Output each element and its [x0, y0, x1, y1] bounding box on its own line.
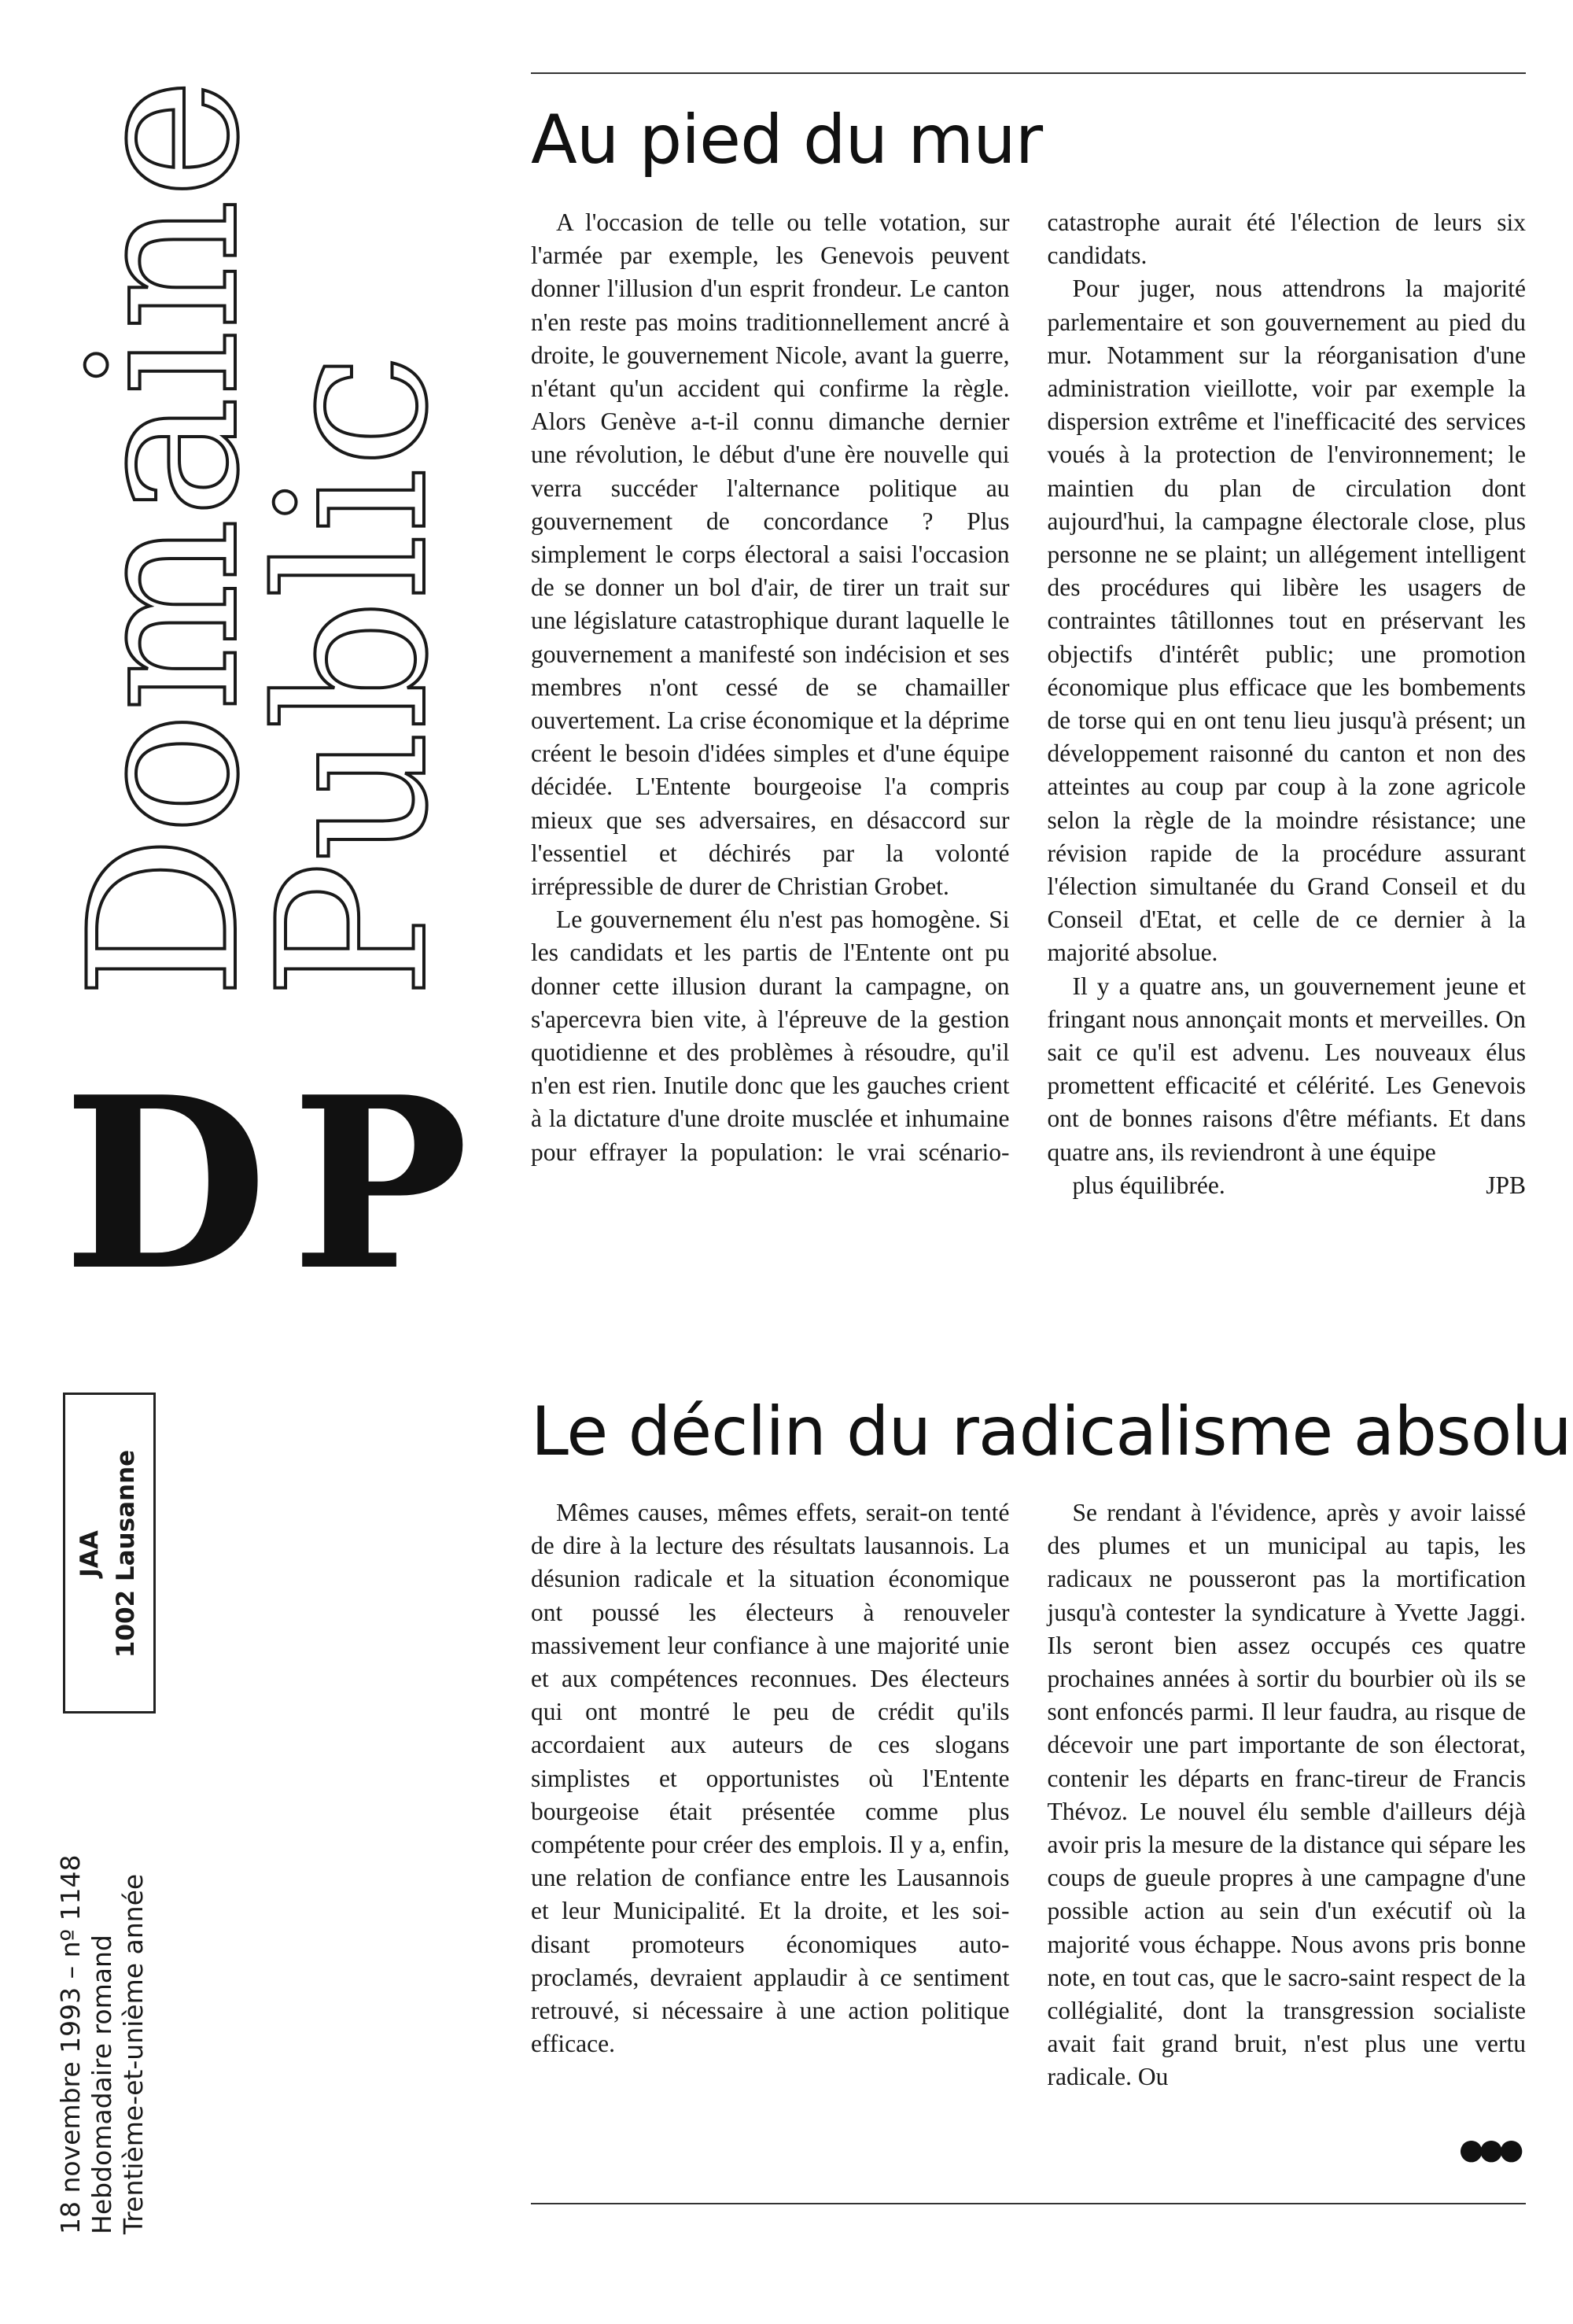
article1-signature: JPB: [1486, 1171, 1526, 1199]
article1-body: [531, 206, 1526, 1356]
masthead-initials: DP: [63, 1045, 492, 1322]
issue-frequency: Hebdomadaire romand: [87, 1935, 117, 2234]
issue-info: [55, 1794, 149, 2234]
continuation-marker: ●●●: [1459, 2134, 1520, 2166]
postal-city: 1002 Lausanne: [112, 1449, 140, 1658]
article1-closing-line: [1048, 1169, 1527, 1202]
article1-paragraph: Il y a quatre ans, un gouvernement jeune et fringant nous annonçait monts et merveilles. On sait ce qu'il est advenu. Les nouveaux élus promettent efficacité et célérité. Les Genevois ont de bonnes raisons d'être méfiants. Et dans quatre ans, ils reviendront à une équipe: [1047, 972, 1526, 1166]
article1-paragraph: A l'occasion de telle ou telle votation, sur l'armée par exemple, les Genevois peuvent donner l'illusion d'un esprit frondeur. Le canton n'en reste pas moins traditionnellement ancré à droite, le gouvernement Nicole, avant la guerre, n'étant qu'un accident qui confirme la règle. Alors Genève a-t-il connu dimanche dernier une révolution, le début d'une ère nouvelle qui verra succéder l'alternance politique au gouvernement de concordance ? Plus simplement le corps électoral a saisi l'occasion de se donner un bol d'air, de tirer un trait sur une législature catastrophique durant laquelle le gouvernement a manifesté son indécision et ses membres n'ont cessé de se chamailler ouvertement. La crise économique et la déprime créent le besoin d'idées simples et d'une équipe décidée. L'Entente bourgeoise l'a compris mieux que ses adversaires, en désaccord sur l'essentiel et déchirés par la volonté irrépressible de durer de Christian Grobet.: [531, 208, 1010, 901]
article2-body: [531, 1496, 1526, 2173]
issue-date-number: 18 novembre 1993 – nº 1148: [55, 1854, 86, 2234]
postal-address-box: [63, 1393, 156, 1713]
masthead-title-domaine: Domaine: [46, 77, 284, 999]
top-divider: [531, 72, 1526, 74]
article2-headline: Le déclin du radicalisme absolu: [531, 1393, 1571, 1471]
article1-headline: Au pied du mur: [531, 101, 1043, 179]
postal-code-jaa: JAA: [76, 1530, 104, 1577]
article1-last-line: plus équilibrée.: [1072, 1171, 1225, 1199]
bottom-divider: [531, 2203, 1526, 2204]
article2-paragraph: Se rendant à l'évidence, après y avoir laissé des plumes et un municipal au tapis, les radicaux ne pousseront pas la mortification jusqu'à contester la syndicature à Yvette Jaggi. Ils seront bien assez occupés ces quatre prochaines années à sortir du bourbier où ils se sont enfoncés parmi. Il leur faudra, au risque de décevoir une part importante de son électorat, contenir les départs en franc-tireur de Francis Thévoz. Le nouvel élu semble d'ailleurs déjà avoir pris la mesure de la distance qui sépare les coups de gueule propres à une campagne d'une possible action au sein d'un exécutif où la majorité vous échappe. Nous avons pris bonne note, en tout cas, que le sacro-saint respect de la collégialité, dont la transgression socialiste avait fait grand bruit, n'est plus une vertu radicale. Ou: [1047, 1499, 1526, 2091]
article1-paragraph: Le gouvernement élu n'est pas homogène. Si les candidats et les partis de l'Entente ont pu donner cette illusion durant la campagne, on s'apercevra bien vite, à l'épreuve de la gestion quotidienne et des problèmes à résoudre, qu'il n'en est rien. Inutile donc que les gauches crient à la dictature d'une droite musclée et inhumaine pour effrayer la population: le vrai scénario-catastrophe aurait été l'élection de leurs six candidats.: [531, 208, 1526, 1166]
article2-paragraph: Mêmes causes, mêmes effets, serait-on tenté de dire à la lecture des résultats lausannois. La désunion radicale et la situation économique ont poussé les électeurs à renouveler massivement leur confiance à une majorité unie et aux compétences reconnues. Des électeurs qui ont montré le peu de crédit qu'ils accordaient aux auteurs de ces slogans simplistes et opportunistes où l'Entente bourgeoise était présentée comme plus compétente pour créer des emplois. Il y a, enfin, une relation de confiance entre les Lausannois et leur Municipalité. Et la droite, et les soi-disant promoteurs économiques auto-proclamés, devraient applaudir à ce sentiment retrouvé, si nécessaire à une action politique efficace.: [531, 1499, 1010, 2058]
postal-address: [72, 1404, 144, 1703]
masthead-title-public: Public: [235, 353, 473, 999]
issue-volume: Trentième-et-unième année: [118, 1873, 149, 2234]
article1-paragraph: Pour juger, nous attendrons la majorité parlementaire et son gouvernement au pied du mur. Notamment sur la réorganisation d'une administration vieillotte, voir par exemple la dispersion extrême et l'inefficacité des services voués à la protection de l'environnement; le maintien du plan de circulation dont aujourd'hui, la campagne électorale close, plus personne ne se plaint; un allégement intelligent des procédures qui libère les usagers de contraintes tâtillonnes tout en préservant les objectifs d'intérêt public; une promotion économique plus efficace que les bombements de torse qui en ont tenu lieu jusqu'à présent; un développement raisonné du canton et non des atteintes au coup par coup à la zone agricole selon la règle de la moindre résistance; une révision rapide de la procédure assurant l'élection simultanée du Grand Conseil et du Conseil d'Etat, et celle de ce dernier à la majorité absolue.: [1047, 275, 1526, 967]
